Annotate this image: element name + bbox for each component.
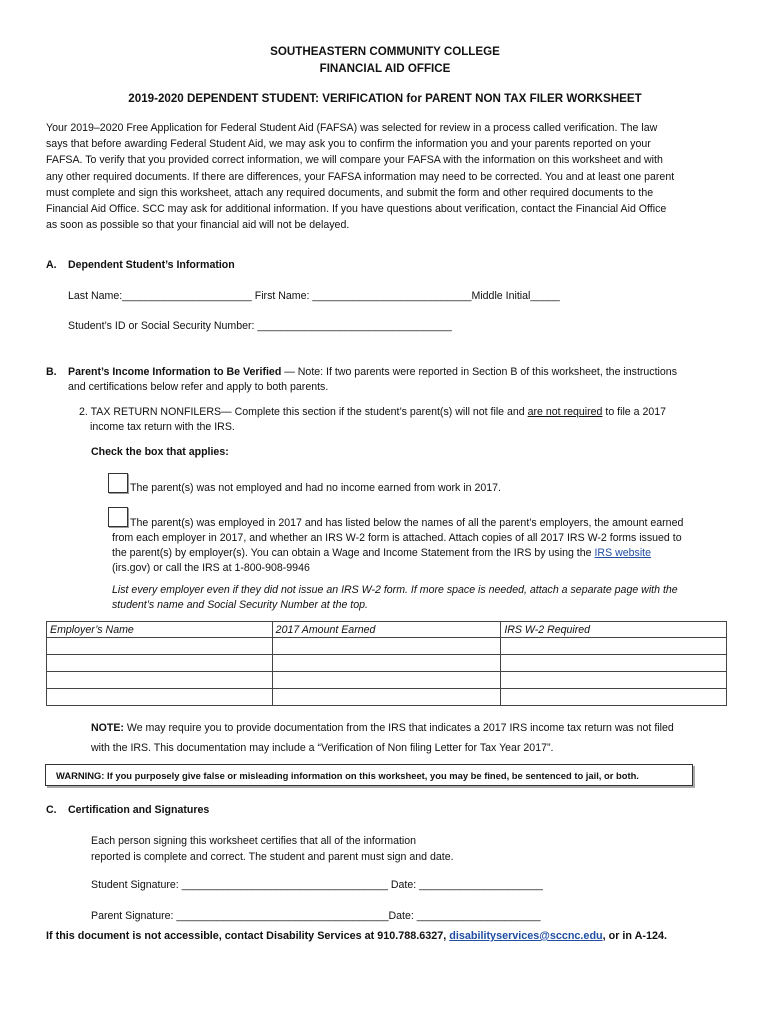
section-c-letter: C. [46, 804, 57, 816]
section-b-letter: B. [46, 366, 57, 378]
disability-email-link[interactable]: disabilityservices@sccnc.edu [449, 930, 603, 942]
w2-required-cell[interactable] [501, 638, 727, 655]
list-note-line: student’s name and Social Security Number at the top. [112, 599, 368, 611]
no-income-option: The parent(s) was not employed and had no income earned from work in 2017. [130, 482, 501, 494]
section-b-note: — Note: If two parents were reported in Section B of this worksheet, the instructions [281, 366, 677, 378]
section-a-letter: A. [46, 259, 57, 271]
section-c-heading: Certification and Signatures [68, 804, 210, 816]
employer-name-cell[interactable] [47, 689, 273, 706]
intro-line: as soon as possible so that your financial aid will not be delayed. [46, 219, 350, 232]
certification-text [91, 833, 691, 865]
office-name: FINANCIAL AID OFFICE [319, 62, 451, 75]
section-a-header [46, 259, 235, 271]
section-b-heading: Parent’s Income Information to Be Verified [68, 366, 282, 378]
amount-earned-cell[interactable] [272, 638, 501, 655]
certification-line: reported is complete and correct. The student and parent must sign and date. [91, 851, 454, 863]
worksheet-title: 2019-2020 DEPENDENT STUDENT: VERIFICATION for PARENT NON TAX FILER WORKSHEET [128, 92, 642, 105]
intro-paragraph [46, 120, 724, 233]
note-text-line2: with the IRS. This documentation may include a “Verification of Non filing Letter for Tax Year 2017”. [91, 742, 554, 754]
intro-line: must complete and sign this worksheet, attach any required documents, and submit the form and other required documents to the [46, 186, 654, 199]
list-note-line: List every employer even if they did not issue an IRS W-2 form. If more space is needed, attach a separate page with the [112, 584, 678, 596]
employed-option-line: The parent(s) was employed in 2017 and has listed below the names of all the parent’s employers, the amount earned [130, 517, 684, 529]
employer-table [46, 621, 727, 706]
amount-earned-cell[interactable] [272, 689, 501, 706]
warning-box: WARNING: If you purposely give false or misleading information on this worksheet, you may be fined, be sentenced to jail, or both. [45, 764, 693, 786]
column-header-w2: IRS W-2 Required [501, 622, 727, 638]
note-label: NOTE: [91, 722, 124, 734]
table-row [47, 689, 727, 706]
nonfiler-item [79, 405, 729, 435]
irs-note [91, 718, 731, 758]
table-row [47, 638, 727, 655]
accessibility-footer [46, 930, 667, 942]
employer-name-cell[interactable] [47, 638, 273, 655]
parent-signature-line[interactable]: Parent Signature: ____________________________________Date: _____________________ [91, 910, 541, 922]
table-row [47, 672, 727, 689]
column-header-employer: Employer’s Name [47, 622, 273, 638]
employed-option-line: from each employer in 2017, and whether an IRS W-2 form is attached. Attach copies of all 2017 IRS W-2 forms issued to [112, 532, 682, 544]
w2-required-cell[interactable] [501, 672, 727, 689]
intro-line: says that before awarding Federal Student Aid, we may ask you to confirm the information you and your parents reported on your [46, 138, 651, 151]
nonfiler-item-text: 2. TAX RETURN NONFILERS— Complete this section if the student’s parent(s) will not file and [79, 406, 528, 418]
section-a-heading: Dependent Student’s Information [68, 259, 235, 271]
not-required-text: are not required [527, 406, 603, 418]
student-id-line[interactable]: Student’s ID or Social Security Number: _________________________________ [68, 320, 452, 332]
student-name-line[interactable]: Last Name:______________________ First Name: ___________________________Middle Initial_____ [68, 290, 560, 302]
section-c-header [46, 804, 209, 816]
w2-required-cell[interactable] [501, 655, 727, 672]
nonfiler-item-line2: income tax return with the IRS. [90, 421, 235, 433]
amount-earned-cell[interactable] [272, 655, 501, 672]
note-text: We may require you to provide documentation from the IRS that indicates a 2017 IRS income tax return was not filed [123, 722, 674, 734]
column-header-amount: 2017 Amount Earned [272, 622, 501, 638]
footer-suffix: , or in A-124. [602, 930, 668, 942]
certification-line: Each person signing this worksheet certifies that all of the information [91, 835, 417, 847]
no-income-checkbox[interactable] [108, 473, 128, 493]
intro-line: any other required documents. If there are differences, your FAFSA information may need to be corrected. You and at least one parent [46, 170, 675, 183]
amount-earned-cell[interactable] [272, 672, 501, 689]
employer-name-cell[interactable] [47, 672, 273, 689]
nonfiler-item-suffix: to file a 2017 [602, 406, 667, 418]
check-heading: Check the box that applies: [91, 446, 229, 458]
college-name: SOUTHEASTERN COMMUNITY COLLEGE [270, 45, 500, 58]
student-signature-line[interactable]: Student Signature: ___________________________________ Date: _____________________ [91, 879, 543, 891]
intro-line: Financial Aid Office. SCC may ask for additional information. If you have questions about verification, contact the Financial Aid Office [46, 203, 667, 216]
employed-option-line: (irs.gov) or call the IRS at 1-800-908-9946 [112, 562, 310, 574]
employer-name-cell[interactable] [47, 655, 273, 672]
footer-prefix: If this document is not accessible, contact Disability Services at 910.788.6327, [46, 930, 450, 942]
table-header-row [47, 622, 727, 638]
intro-line: Your 2019–2020 Free Application for Federal Student Aid (FAFSA) was selected for review in a process called verification. The law [46, 122, 658, 134]
employed-option-line: the parent(s) by employer(s). You can obtain a Wage and Income Statement from the IRS by using the [112, 547, 595, 559]
intro-line: FAFSA. To verify that you provided correct information, we will compare your FAFSA with the information on this worksheet and with [46, 154, 663, 167]
section-b-header [46, 365, 736, 395]
table-row [47, 655, 727, 672]
section-b-note-line2: and certifications below refer and apply to both parents. [68, 381, 329, 393]
employed-option [112, 516, 732, 576]
w2-required-cell[interactable] [501, 689, 727, 706]
employer-list-note [112, 583, 732, 613]
irs-website-link[interactable]: IRS website [594, 547, 652, 559]
